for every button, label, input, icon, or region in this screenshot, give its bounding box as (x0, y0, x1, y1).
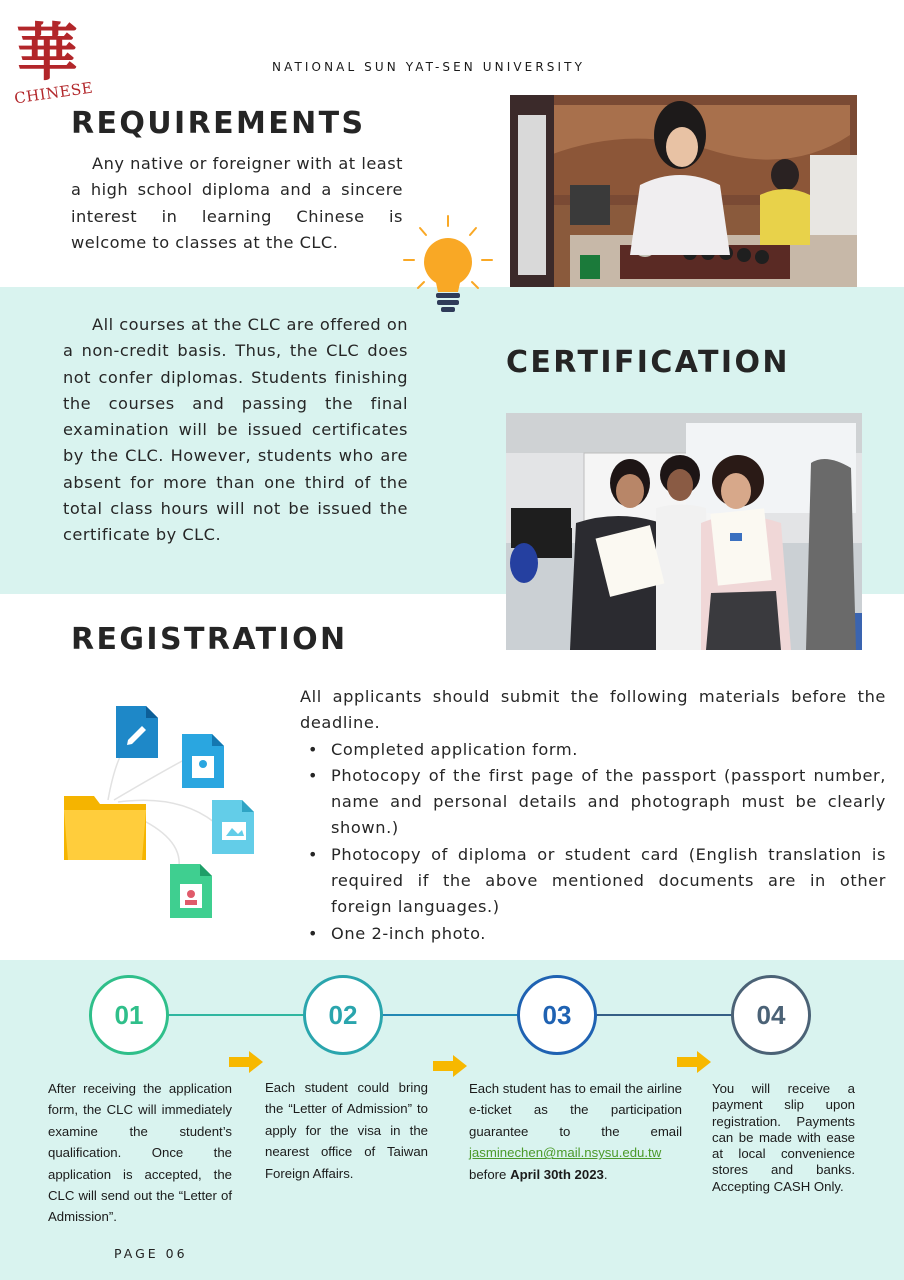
list-item: • Completed application form. (300, 737, 886, 763)
requirements-text: Any native or foreigner with at least a high school diploma and a sincere interest in learning Chinese is welcome to classes at the CLC. (71, 154, 403, 252)
step-connector (168, 1014, 304, 1016)
registration-intro: All applicants should submit the following materials before the deadline. (300, 687, 886, 733)
step-3-circle: 03 (517, 975, 597, 1055)
certificate-photo (506, 413, 862, 650)
step-4-text: You will receive a payment slip upon registration. Payments can be made with ease at local convenience stores and banks. Accepting CASH Only. (712, 1081, 855, 1194)
tea-ceremony-photo (510, 95, 857, 287)
requirements-title: REQUIREMENTS (71, 106, 366, 141)
registration-title: REGISTRATION (71, 622, 348, 657)
list-item: • Photocopy of diploma or student card (English translation is required if the above mentioned documents are in other foreign languages.) (300, 842, 886, 921)
university-name: NATIONAL SUN YAT-SEN UNIVERSITY (272, 60, 586, 74)
logo-glyph: 華 (16, 16, 79, 89)
certification-title: CERTIFICATION (506, 345, 790, 380)
step-3-text-block (469, 1078, 682, 1185)
step-1-circle: 01 (89, 975, 169, 1055)
step-connector (596, 1014, 732, 1016)
logo (10, 16, 95, 108)
step-2-circle: 02 (303, 975, 383, 1055)
certification-text: All courses at the CLC are offered on a non-credit basis. Thus, the CLC does not confer diplomas. Students finishing the courses and passing the final examination will be issued certificates by the CLC. However, students who are absent for more than one third of the total class hours will not be issued the certificate by CLC. (63, 315, 408, 545)
documents-illustration (58, 704, 260, 920)
step-4-circle: 04 (731, 975, 811, 1055)
deadline-suffix: . (603, 1166, 608, 1182)
arrow-right-icon (229, 1051, 263, 1073)
page-number: PAGE 06 (114, 1246, 188, 1261)
step-2-text: Each student could bring the “Letter of Admission” to apply for the visa in the nearest office of Taiwan Foreign Affairs. (265, 1080, 428, 1181)
registration-list (300, 737, 886, 947)
deadline-date: April 30th 2023 (510, 1166, 604, 1182)
lightbulb-icon (402, 214, 494, 316)
deadline-prefix: before (469, 1166, 511, 1182)
logo-text: CHINESE (13, 78, 95, 108)
list-item: • Photocopy of the first page of the passport (passport number, name and personal details and photograph must be clearly shown.) (300, 763, 886, 842)
step-3-text: Each student has to email the airline e-ticket as the participation guarantee to the email (469, 1081, 682, 1139)
step-connector (382, 1014, 518, 1016)
step-1-text: After receiving the application form, the CLC will immediately examine the student’s qualification. Once the application is accepted, the CLC will send out the “Letter of Admission”. (48, 1081, 232, 1225)
email-link[interactable]: jasminechen@mail.nsysu.edu.tw (469, 1145, 662, 1161)
list-item: • One 2-inch photo. (300, 921, 886, 947)
arrow-right-icon (433, 1055, 467, 1077)
arrow-right-icon (677, 1051, 711, 1073)
registration-content (300, 684, 886, 947)
